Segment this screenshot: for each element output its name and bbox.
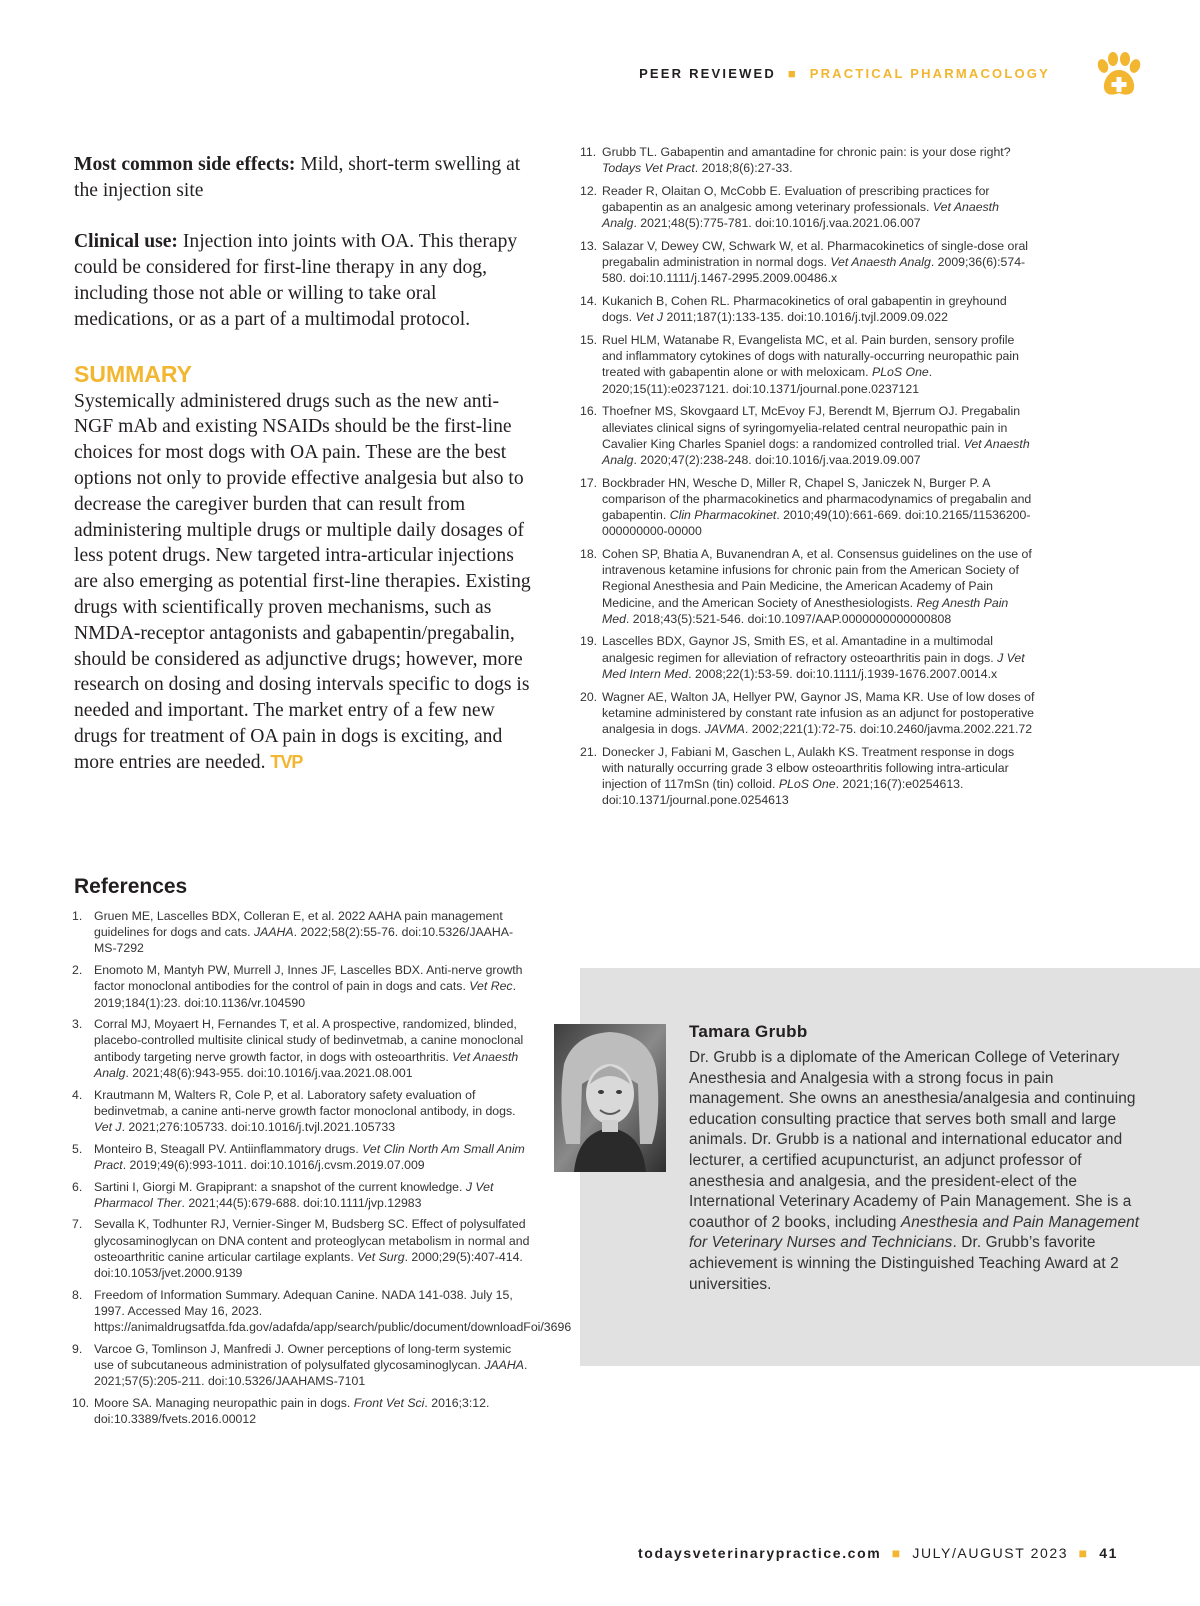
footer-site: todaysveterinarypractice.com bbox=[638, 1545, 882, 1561]
reference-number: 19. bbox=[580, 634, 598, 649]
reference-details: . 2022;58(2):55-76. doi:10.5326/JAAHA-MS-7292 bbox=[94, 925, 514, 956]
reference-item bbox=[580, 744, 1035, 809]
summary-paragraph bbox=[74, 389, 532, 776]
references-list-right bbox=[580, 144, 1035, 815]
side-effects-paragraph bbox=[74, 152, 532, 204]
reference-text: Moore SA. Managing neuropathic pain in dogs. bbox=[94, 1395, 354, 1410]
author-name: Tamara Grubb bbox=[689, 1022, 808, 1041]
author-bio bbox=[689, 1048, 1151, 1295]
side-effects-label: Most common side effects: bbox=[74, 154, 296, 175]
left-column bbox=[74, 152, 532, 776]
reference-text: Wagner AE, Walton JA, Hellyer PW, Gaynor JS, Mama KR. Use of low doses of ketamine administered by constant rate infusion as an adjunct for postoperative analgesia in dogs. bbox=[602, 689, 1035, 736]
reference-number: 14. bbox=[580, 294, 598, 309]
reference-number: 8. bbox=[72, 1287, 83, 1302]
reference-text: Varcoe G, Tomlinson J, Manfredi J. Owner perceptions of long-term systemic use of subcutaneous administration of polysulfated glycosaminoglycan. bbox=[94, 1341, 512, 1373]
summary-heading: SUMMARY bbox=[74, 360, 192, 387]
reference-number: 3. bbox=[72, 1017, 83, 1032]
reference-journal: Clin Pharmacokinet bbox=[669, 508, 777, 523]
reference-item bbox=[72, 1179, 532, 1211]
reference-text: Monteiro B, Steagall PV. Antiinflammatory drugs. bbox=[94, 1141, 363, 1156]
reference-journal: Vet Anaesth Analg bbox=[602, 200, 999, 231]
reference-number: 6. bbox=[72, 1179, 83, 1194]
author-portrait bbox=[554, 1024, 666, 1172]
reference-details: . 2002;221(1):72-75. doi:10.2460/javma.2002.221.72 bbox=[744, 722, 1033, 736]
reference-journal: Vet Rec bbox=[469, 979, 513, 994]
reference-number: 12. bbox=[580, 183, 598, 198]
reference-details: . 2008;22(1):53-59. doi:10.1111/j.1939-1676.2007.0014.x bbox=[688, 666, 998, 681]
reference-journal: JAAHA bbox=[253, 925, 294, 940]
reference-details: . 2018;8(6):27-33. bbox=[694, 161, 793, 176]
reference-details: . 2009;36(6):574-580. doi:10.1111/j.1467-2995.2009.00486.x bbox=[602, 255, 1026, 286]
reference-number: 16. bbox=[580, 404, 598, 419]
reference-journal: Vet J bbox=[94, 1119, 122, 1134]
reference-item bbox=[72, 1341, 532, 1390]
reference-number: 21. bbox=[580, 744, 598, 759]
reference-journal: Vet Anaesth Analg bbox=[94, 1049, 519, 1080]
reference-number: 9. bbox=[72, 1341, 83, 1356]
reference-item bbox=[580, 403, 1035, 468]
reference-text: Krautmann M, Walters R, Cole P, et al. Laboratory safety evaluation of bedinvetmab, a canine anti-nerve growth factor monoclonal antibody, in dogs. bbox=[94, 1087, 516, 1118]
reference-text: Ruel HLM, Watanabe R, Evangelista MC, et al. Pain burden, sensory profile and inflammatory cytokines of dogs with naturally-occurring neuropathic pain treated with gabapentin alone or with meloxicam. bbox=[602, 333, 1019, 380]
reference-item bbox=[72, 1016, 532, 1081]
reference-text: Enomoto M, Mantyh PW, Murrell J, Innes JF, Lascelles BDX. Anti-nerve growth factor monoclonal antibodies for the control of pain in dogs and cats. bbox=[94, 963, 523, 994]
reference-journal: Vet Anaesth Analg bbox=[830, 255, 931, 270]
reference-text: Gruen ME, Lascelles BDX, Colleran E, et al. 2022 AAHA pain management guidelines for dogs and cats. bbox=[94, 909, 503, 940]
reference-journal: Vet J bbox=[635, 310, 664, 325]
header-separator: ■ bbox=[787, 66, 798, 81]
reference-number: 5. bbox=[72, 1141, 83, 1156]
clinical-use-label: Clinical use: bbox=[74, 231, 178, 253]
reference-number: 11. bbox=[580, 145, 597, 159]
author-photo bbox=[554, 1024, 666, 1172]
reference-number: 7. bbox=[72, 1217, 83, 1232]
footer-separator-1: ■ bbox=[891, 1545, 902, 1561]
reference-item bbox=[580, 475, 1035, 540]
reference-journal: Front Vet Sci bbox=[353, 1395, 425, 1410]
reference-text: Thoefner MS, Skovgaard LT, McEvoy FJ, Berendt M, Bjerrum OJ. Pregabalin alleviates clinical signs of syringomyelia-related central neuropathic pain in Cavalier King Charles Spaniel dogs: a randomized controlled trial. bbox=[602, 404, 1021, 451]
reference-number: 20. bbox=[580, 689, 598, 704]
reference-text: Cohen SP, Bhatia A, Buvanendran A, et al. Consensus guidelines on the use of intravenous ketamine infusions for chronic pain from the American Society of Regional Anesthesia and Pain Medicine, the American Academy of Pain Medicine, and the American Society of Anesthesiologists. bbox=[602, 546, 1032, 610]
reference-item bbox=[580, 546, 1035, 627]
reference-number: 4. bbox=[72, 1087, 83, 1102]
reference-number: 2. bbox=[72, 963, 83, 978]
reference-number: 1. bbox=[72, 909, 83, 923]
reference-details: . 2016;3:12. doi:10.3389/fvets.2016.00012 bbox=[94, 1395, 490, 1427]
reference-item bbox=[72, 1087, 532, 1136]
reference-item bbox=[580, 332, 1035, 397]
reference-item bbox=[72, 908, 532, 957]
paw-plus-icon bbox=[1094, 52, 1142, 98]
reference-journal: Vet Surg bbox=[357, 1249, 405, 1264]
clinical-use-paragraph bbox=[74, 229, 532, 332]
reference-text: Grubb TL. Gabapentin and amantadine for chronic pain: is your dose right? bbox=[602, 145, 1011, 159]
reference-item bbox=[580, 238, 1035, 287]
summary-text: Systemically administered drugs such as the new anti-NGF mAb and existing NSAIDs should be the first-line choices for most dogs with OA pain. These are the best options not only to provide effective analgesia but also to decrease the caregiver burden that can result from administering multiple drugs or multiple daily dosages of less potent drugs. New targeted intra-articular injections are also emerging as potential first-line therapies. Existing drugs with scientifically proven mechanisms, such as NMDA-receptor antagonists and gabapentin/pregabalin, should be considered as adjunctive drugs; however, more research on dosing and dosing intervals specific to dogs is needed and important. The market entry of a few new drugs for treatment of OA pain in dogs is exciting, and more entries are needed. bbox=[74, 390, 531, 773]
reference-journal: J Vet Pharmacol Ther bbox=[94, 1179, 494, 1210]
reference-text: Reader R, Olaitan O, McCobb E. Evaluation of prescribing practices for gabapentin as an analgesic among veterinary professionals. bbox=[602, 183, 990, 215]
reference-item bbox=[580, 144, 1035, 176]
reference-details: . 2019;184(1):23. doi:10.1136/vr.104590 bbox=[94, 979, 517, 1010]
reference-number: 17. bbox=[580, 475, 598, 490]
reference-details: . 2021;48(6):943-955. doi:10.1016/j.vaa.2021.08.001 bbox=[125, 1065, 413, 1080]
reference-details: . 2021;57(5):205-211. doi:10.5326/JAAHAMS-7101 bbox=[94, 1358, 528, 1389]
reference-details: . 2021;44(5):679-688. doi:10.1111/jvp.12983 bbox=[181, 1195, 422, 1210]
reference-details: . 2018;43(5):521-546. doi:10.1097/AAP.0000000000000808 bbox=[625, 611, 952, 626]
reference-text: Donecker J, Fabiani M, Gaschen L, Aulakh KS. Treatment response in dogs with naturally occurring grade 3 elbow osteoarthritis following intra-articular injection of 117mSn (tin) colloid. bbox=[602, 744, 1015, 792]
reference-item bbox=[580, 689, 1035, 738]
reference-item bbox=[72, 1141, 532, 1173]
header-label: PEER REVIEWED bbox=[639, 66, 777, 81]
reference-details: . 2021;16(7):e0254613. doi:10.1371/journal.pone.0254613 bbox=[602, 777, 964, 808]
reference-journal: J Vet Med Intern Med bbox=[602, 650, 1025, 681]
reference-item bbox=[72, 1395, 532, 1427]
clinical-use-text: Injection into joints with OA. This therapy could be considered for first-line therapy in any dog, including those not able or willing to take oral medications, or as a part of a multimodal protocol. bbox=[74, 231, 518, 330]
running-header bbox=[639, 66, 1050, 81]
reference-details: . 2021;276:105733. doi:10.1016/j.tvjl.2021.105733 bbox=[121, 1119, 396, 1134]
references-heading: References bbox=[74, 875, 188, 898]
reference-journal: Vet Anaesth Analg bbox=[602, 436, 1030, 467]
reference-details: 2011;187(1):133-135. doi:10.1016/j.tvjl.2009.09.022 bbox=[663, 310, 948, 325]
reference-text: Sevalla K, Todhunter RJ, Vernier-Singer M, Budsberg SC. Effect of polysulfated glycosaminoglycan on DNA content and proteoglycan metabolism in normal and osteoarthritic canine articular cartilage explants. bbox=[94, 1217, 530, 1264]
reference-text: Bockbrader HN, Wesche D, Miller R, Chapel S, Janiczek N, Burger P. A comparison of the pharmacokinetics and pharmacodynamics of pregabalin and gabapentin. bbox=[602, 475, 1032, 523]
author-bio-text: Dr. Grubb is a diplomate of the American College of Veterinary Anesthesia and Analgesia with a strong focus in pain management. She owns an anesthesia/analgesia and continuing education consulting practice that serves both small and large animals. Dr. Grubb is a national and international educator and lecturer, a certified acupuncturist, an adjunct professor of anesthesia and analgesia, and the president-elect of the International Veterinary Academy of Pain Management. She is a coauthor of 2 books, including bbox=[689, 1049, 1136, 1231]
reference-journal: Todays Vet Pract bbox=[602, 161, 695, 176]
reference-details: . 2019;49(6):993-1011. doi:10.1016/j.cvsm.2019.07.009 bbox=[122, 1157, 425, 1172]
footer-issue: JULY/AUGUST 2023 bbox=[912, 1545, 1069, 1561]
reference-text: Kukanich B, Cohen RL. Pharmacokinetics of oral gabapentin in greyhound dogs. bbox=[602, 294, 1007, 325]
reference-details: . 2020;15(11):e0237121. doi:10.1371/journal.pone.0237121 bbox=[602, 365, 933, 396]
reference-number: 18. bbox=[580, 546, 598, 561]
references-list-left bbox=[72, 908, 572, 1433]
reference-details: . 2000;29(5):407-414. doi:10.1053/jvet.2000.9139 bbox=[94, 1249, 523, 1281]
reference-text: Salazar V, Dewey CW, Schwark W, et al. Pharmacokinetics of single-dose oral pregabalin administration in normal dogs. bbox=[602, 239, 1029, 270]
author-bio-end: . Dr. Grubb’s favorite achievement is winning the Distinguished Teaching Award at 2 universities. bbox=[689, 1234, 1119, 1293]
author-book-title: Anesthesia and Pain Management for Veterinary Nurses and Technicians bbox=[689, 1213, 1140, 1252]
reference-text: Corral MJ, Moyaert H, Fernandes T, et al. A prospective, randomized, blinded, placebo-controlled multisite clinical study of bedinvetmab, a canine monoclonal antibody targeting nerve growth factor, in dogs with osteoarthritis. bbox=[94, 1017, 524, 1064]
reference-item bbox=[72, 962, 532, 1011]
reference-number: 13. bbox=[580, 239, 598, 254]
reference-item bbox=[72, 1287, 572, 1336]
reference-journal: JAAHA bbox=[484, 1358, 524, 1373]
footer-separator-2: ■ bbox=[1078, 1545, 1089, 1561]
tvp-end-mark: TVP bbox=[270, 751, 303, 772]
page-footer bbox=[638, 1545, 1118, 1561]
page-number: 41 bbox=[1099, 1545, 1118, 1561]
reference-journal: JAVMA bbox=[704, 722, 745, 736]
reference-details: . 2021;48(5):775-781. doi:10.1016/j.vaa.2021.06.007 bbox=[633, 216, 921, 231]
reference-details: . 2020;47(2):238-248. doi:10.1016/j.vaa.2019.09.007 bbox=[633, 452, 921, 467]
reference-item bbox=[580, 183, 1035, 232]
reference-item bbox=[580, 633, 1035, 682]
reference-text: Lascelles BDX, Gaynor JS, Smith ES, et al. Amantadine in a multimodal analgesic regimen for alleviation of refractory osteoarthritis pain in dogs. bbox=[602, 634, 998, 665]
reference-number: 15. bbox=[580, 333, 598, 348]
reference-item bbox=[72, 1216, 532, 1281]
header-section: PRACTICAL PHARMACOLOGY bbox=[809, 66, 1050, 81]
reference-journal: Vet Clin North Am Small Anim Pract bbox=[94, 1141, 525, 1172]
reference-journal: Reg Anesth Pain Med bbox=[602, 595, 1009, 626]
reference-journal: PLoS One bbox=[778, 777, 836, 792]
side-effects-text: Mild, short-term swelling at the injection site bbox=[74, 154, 521, 201]
reference-details: . 2010;49(10):661-669. doi:10.2165/11536200-000000000-00000 bbox=[602, 508, 1031, 539]
reference-number: 10. bbox=[72, 1395, 90, 1410]
reference-text: Freedom of Information Summary. Adequan Canine. NADA 141-038. July 15, 1997. Accessed May 16, 2023. https://animaldrugsatfda.fda.gov/adafda/app/search/public/document/downloadFoi/3696 bbox=[94, 1287, 572, 1335]
reference-journal: PLoS One bbox=[872, 365, 929, 380]
reference-text: Sartini I, Giorgi M. Grapiprant: a snapshot of the current knowledge. bbox=[94, 1179, 466, 1194]
reference-item bbox=[580, 293, 1035, 325]
